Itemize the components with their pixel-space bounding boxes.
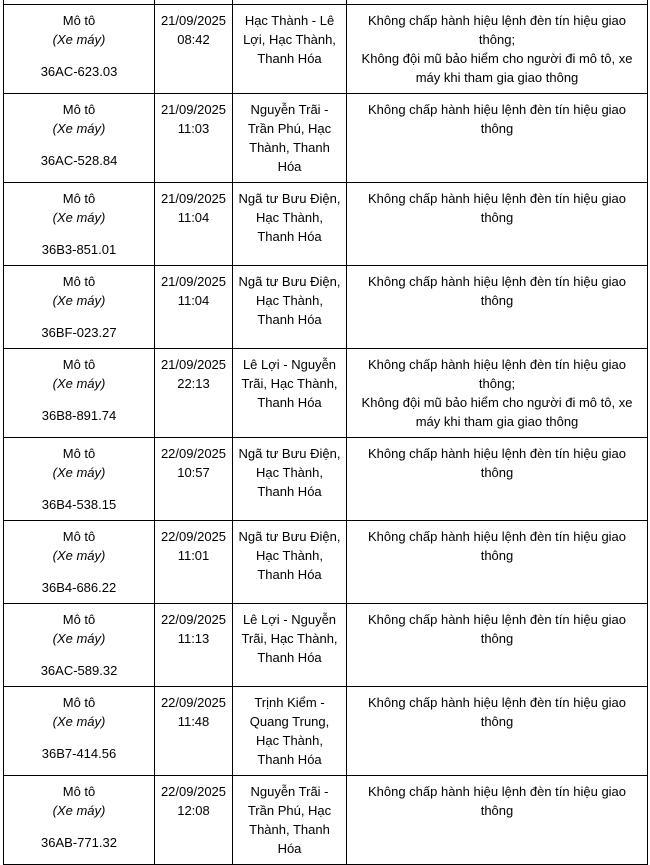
datetime-cell bbox=[155, 687, 233, 776]
location-cell: Ngã tư Bưu Điện, Hạc Thành, Thanh Hóa bbox=[233, 183, 347, 266]
violation-row bbox=[4, 5, 648, 94]
vehicle-cell bbox=[4, 5, 155, 94]
vehicle-cell bbox=[4, 687, 155, 776]
vehicle-subtype: (Xe máy) bbox=[52, 210, 106, 225]
license-plate: 36B3-851.01 bbox=[41, 242, 117, 257]
violation-time: 11:01 bbox=[177, 548, 210, 563]
violation-cell bbox=[347, 687, 648, 776]
license-plate: 36AC-528.84 bbox=[40, 153, 118, 168]
vehicle-cell bbox=[4, 438, 155, 521]
violation-date: 22/09/2025 bbox=[160, 529, 227, 544]
datetime-cell bbox=[155, 521, 233, 604]
violation-row bbox=[4, 183, 648, 266]
violation-line: Không chấp hành hiệu lệnh đèn tín hiệu giao thông bbox=[367, 102, 627, 136]
violation-date: 21/09/2025 bbox=[160, 191, 227, 206]
datetime-cell bbox=[155, 438, 233, 521]
license-plate: 36B7-414.56 bbox=[41, 746, 117, 761]
vehicle-subtype: (Xe máy) bbox=[52, 32, 106, 47]
datetime-cell bbox=[155, 94, 233, 183]
datetime-cell bbox=[155, 183, 233, 266]
violation-row bbox=[4, 349, 648, 438]
datetime-cell bbox=[155, 604, 233, 687]
violation-date: 22/09/2025 bbox=[160, 695, 227, 710]
license-plate: 36B4-538.15 bbox=[41, 497, 117, 512]
vehicle-subtype: (Xe máy) bbox=[52, 803, 106, 818]
vehicle-type: Mô tô bbox=[62, 446, 96, 461]
vehicle-type: Mô tô bbox=[62, 357, 96, 372]
vehicle-type: Mô tô bbox=[62, 13, 96, 28]
violation-date: 22/09/2025 bbox=[160, 446, 227, 461]
datetime-cell bbox=[155, 266, 233, 349]
vehicle-type: Mô tô bbox=[62, 612, 96, 627]
vehicle-subtype: (Xe máy) bbox=[52, 293, 106, 308]
violation-line: Không chấp hành hiệu lệnh đèn tín hiệu giao thông bbox=[367, 274, 627, 308]
violation-line: Không chấp hành hiệu lệnh đèn tín hiệu giao thông bbox=[367, 446, 627, 480]
license-plate: 36B8-891.74 bbox=[41, 408, 117, 423]
violation-line: Không đội mũ bảo hiểm cho người đi mô tô, xe máy khi tham gia giao thông bbox=[361, 395, 633, 429]
violation-line: Không chấp hành hiệu lệnh đèn tín hiệu giao thông bbox=[367, 529, 627, 563]
datetime-cell bbox=[155, 776, 233, 865]
vehicle-type: Mô tô bbox=[62, 274, 96, 289]
traffic-violations-table bbox=[3, 0, 648, 865]
violation-row bbox=[4, 94, 648, 183]
violation-time: 10:57 bbox=[177, 465, 210, 480]
vehicle-type: Mô tô bbox=[62, 529, 96, 544]
vehicle-subtype: (Xe máy) bbox=[52, 548, 106, 563]
license-plate: 36AC-589.32 bbox=[40, 663, 118, 678]
vehicle-cell bbox=[4, 521, 155, 604]
violation-row bbox=[4, 687, 648, 776]
violation-date: 22/09/2025 bbox=[160, 612, 227, 627]
location-cell: Hạc Thành - Lê Lợi, Hạc Thành, Thanh Hóa bbox=[233, 5, 347, 94]
violation-time: 11:03 bbox=[177, 121, 210, 136]
violation-line: Không chấp hành hiệu lệnh đèn tín hiệu giao thông; bbox=[367, 357, 627, 391]
violation-line: Không chấp hành hiệu lệnh đèn tín hiệu giao thông bbox=[367, 695, 627, 729]
violation-line: Không chấp hành hiệu lệnh đèn tín hiệu giao thông bbox=[367, 612, 627, 646]
vehicle-type: Mô tô bbox=[62, 784, 96, 799]
violation-line: Không chấp hành hiệu lệnh đèn tín hiệu giao thông bbox=[367, 784, 627, 818]
violation-row bbox=[4, 776, 648, 865]
table-body bbox=[4, 0, 648, 865]
license-plate: 36AB-771.32 bbox=[41, 835, 117, 850]
violation-cell bbox=[347, 94, 648, 183]
vehicle-type: Mô tô bbox=[62, 102, 96, 117]
violation-date: 21/09/2025 bbox=[160, 274, 227, 289]
violation-line: Không chấp hành hiệu lệnh đèn tín hiệu giao thông; bbox=[367, 13, 627, 47]
vehicle-subtype: (Xe máy) bbox=[52, 465, 106, 480]
license-plate: 36AC-623.03 bbox=[40, 64, 118, 79]
location-cell: Lê Lợi - Nguyễn Trãi, Hạc Thành, Thanh Hóa bbox=[233, 349, 347, 438]
location-cell: Ngã tư Bưu Điện, Hạc Thành, Thanh Hóa bbox=[233, 266, 347, 349]
location-cell: Ngã tư Bưu Điện, Hạc Thành, Thanh Hóa bbox=[233, 521, 347, 604]
datetime-cell bbox=[155, 349, 233, 438]
vehicle-subtype: (Xe máy) bbox=[52, 714, 106, 729]
violation-time: 08:42 bbox=[177, 32, 210, 47]
violation-date: 21/09/2025 bbox=[160, 102, 227, 117]
vehicle-type: Mô tô bbox=[62, 191, 96, 206]
violation-time: 22:13 bbox=[177, 376, 210, 391]
vehicle-cell bbox=[4, 94, 155, 183]
license-plate: 36B4-686.22 bbox=[41, 580, 117, 595]
violation-cell bbox=[347, 5, 648, 94]
violation-time: 11:04 bbox=[177, 293, 210, 308]
violation-time: 11:48 bbox=[177, 714, 210, 729]
datetime-cell bbox=[155, 5, 233, 94]
license-plate: 36BF-023.27 bbox=[41, 325, 117, 340]
location-cell: Nguyễn Trãi - Trần Phú, Hạc Thành, Thanh Hóa bbox=[233, 776, 347, 865]
violation-time: 11:13 bbox=[177, 631, 210, 646]
violation-line: Không đội mũ bảo hiểm cho người đi mô tô, xe máy khi tham gia giao thông bbox=[361, 51, 633, 85]
vehicle-type: Mô tô bbox=[62, 695, 96, 710]
location-cell: Ngã tư Bưu Điện, Hạc Thành, Thanh Hóa bbox=[233, 438, 347, 521]
vehicle-cell bbox=[4, 604, 155, 687]
violation-cell bbox=[347, 438, 648, 521]
vehicle-subtype: (Xe máy) bbox=[52, 376, 106, 391]
violation-time: 11:04 bbox=[177, 210, 210, 225]
vehicle-cell bbox=[4, 349, 155, 438]
violation-cell bbox=[347, 183, 648, 266]
violation-date: 22/09/2025 bbox=[160, 784, 227, 799]
location-cell: Nguyễn Trãi - Trần Phú, Hạc Thành, Thanh Hóa bbox=[233, 94, 347, 183]
vehicle-cell bbox=[4, 266, 155, 349]
vehicle-subtype: (Xe máy) bbox=[52, 631, 106, 646]
violation-row bbox=[4, 604, 648, 687]
location-cell: Lê Lợi - Nguyễn Trãi, Hạc Thành, Thanh Hóa bbox=[233, 604, 347, 687]
vehicle-cell bbox=[4, 776, 155, 865]
violation-cell bbox=[347, 266, 648, 349]
vehicle-subtype: (Xe máy) bbox=[52, 121, 106, 136]
violation-cell bbox=[347, 776, 648, 865]
violation-date: 21/09/2025 bbox=[160, 13, 227, 28]
violation-cell bbox=[347, 604, 648, 687]
violation-cell bbox=[347, 521, 648, 604]
violation-time: 12:08 bbox=[177, 803, 210, 818]
violation-cell bbox=[347, 349, 648, 438]
violation-line: Không chấp hành hiệu lệnh đèn tín hiệu giao thông bbox=[367, 191, 627, 225]
violation-date: 21/09/2025 bbox=[160, 357, 227, 372]
location-cell: Trịnh Kiểm - Quang Trung, Hạc Thành, Thanh Hóa bbox=[233, 687, 347, 776]
violation-row bbox=[4, 521, 648, 604]
vehicle-cell bbox=[4, 183, 155, 266]
violation-row bbox=[4, 266, 648, 349]
violation-row bbox=[4, 438, 648, 521]
